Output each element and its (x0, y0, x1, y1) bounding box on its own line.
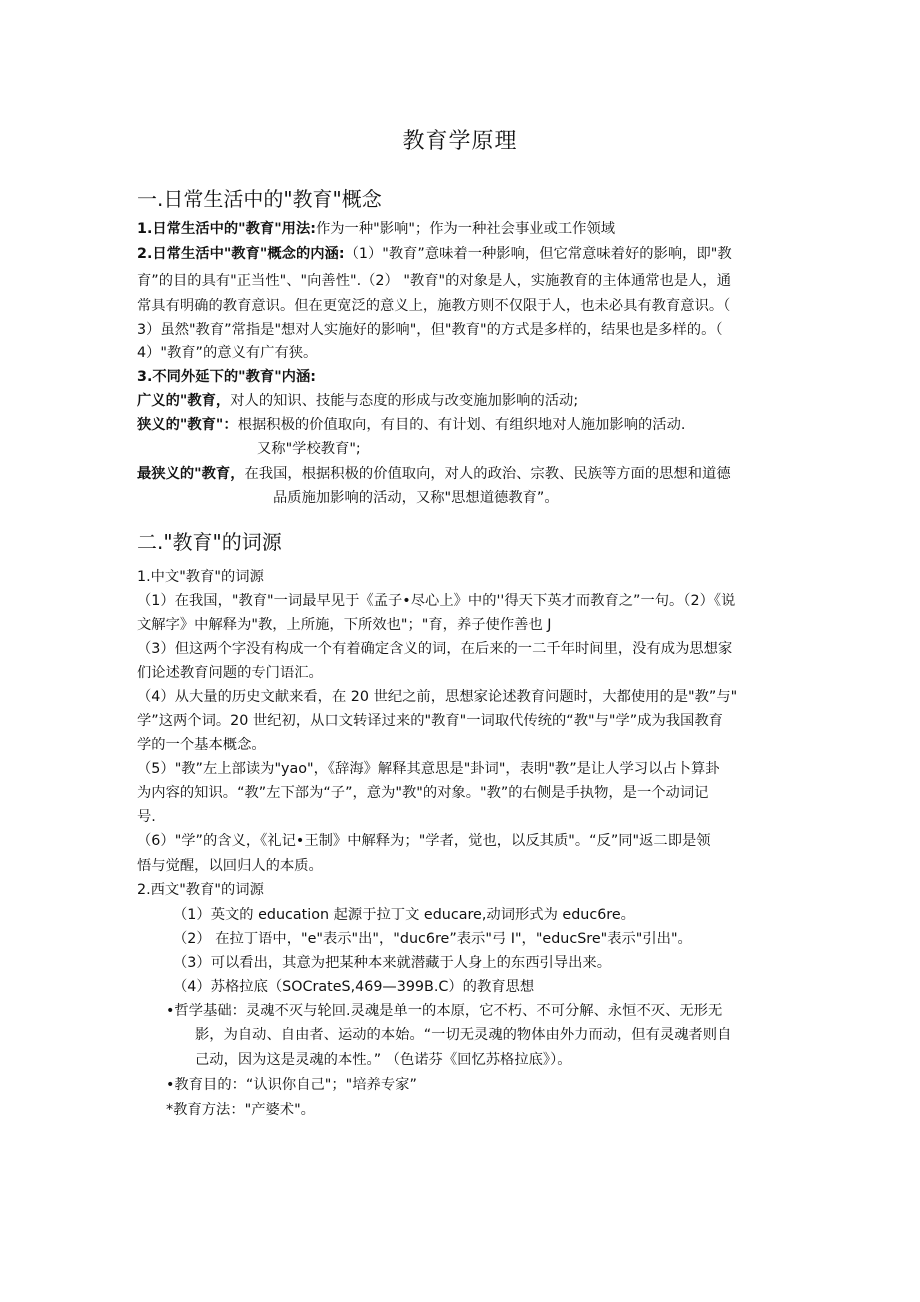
chinese-item-4-line-1: （4）从大量的历史文献来看，在 20 世纪之前，思想家论述教育问题时，大都使用的是"教”与" (137, 689, 738, 705)
narrowest-definition (137, 463, 731, 485)
chinese-item-3-line-2: 们论述教育问题的专门语汇。 (137, 665, 323, 681)
bullet-philosophy-line-2: 影，为自动、自由者、运动的本始。“一切无灵魂的物体由外力而动，但有灵魂者则自 (195, 1027, 732, 1043)
chinese-item-6-line-2: 悟与觉醒，以回归人的本质。 (137, 858, 323, 874)
chinese-etymology-label: 1.中文"教育"的词源 (137, 569, 264, 585)
chinese-item-4-line-3: 学的一个基本概念。 (137, 737, 266, 753)
section-2-heading: 二."教育"的词源 (137, 530, 282, 554)
paragraph-2-line-2: 育”的目的具有"正当性"、"向善性".（2） "教育"的对象是人，实施教育的主体通常也是人，通 (137, 273, 732, 289)
chinese-item-5-line-2: 为内容的知识。“教”左下部为“子”，意为"教"的对象。"教”的右侧是手执物，是一个动词记 (137, 785, 709, 801)
chinese-item-5-line-1: （5）"教”左上部读为"yao"，《辞海》解释其意思是"卦词"，表明"教”是让人学习以占卜算卦 (137, 761, 720, 777)
broad-label: 广义的"教育， (137, 393, 231, 409)
chinese-item-6-line-1: （6）"学”的含义，《礼记•王制》中解释为；"学者，觉也，以反其质"。“反”同"返二即是领 (137, 833, 711, 849)
paragraph-1-text: 作为一种"影响"；作为一种社会事业或工作领域 (315, 221, 616, 237)
paragraph-2-line-1 (137, 243, 732, 265)
narrowest-text-1: 在我国，根据积极的价值取向，对人的政治、宗教、民族等方面的思想和道德 (244, 466, 731, 482)
paragraph-2-label: 2.日常生活中"教育"概念的内涵: (137, 246, 345, 262)
paragraph-2-line-5: 4）"教育”的意义有广有狭。 (137, 345, 318, 361)
western-item-2: （2） 在拉丁语中，"e"表示"出"，"duc6re”表示"弓 I"，"educSre"表示"引出"。 (173, 931, 692, 947)
western-item-1: （1）英文的 education 起源于拉丁文 educare,动词形式为 educ6re。 (173, 907, 635, 923)
chinese-item-1-line-2: 文解字》中解释为"教，上所施，下所效也"；"育，养子使作善也 J (137, 617, 552, 633)
section-1-heading: 一.日常生活中的"教育"概念 (137, 187, 382, 211)
narrow-text: 根据积极的价值取向，有目的、有计划、有组织地对人施加影响的活动. (237, 417, 686, 433)
western-item-4: （4）苏格拉底（SOCrateS,469—399B.C）的教育思想 (173, 979, 535, 995)
paragraph-2-line-4: 3）虽然"教育”常指是"想对人实施好的影响"，但"教育"的方式是多样的，结果也是多样的。（ (137, 322, 723, 338)
chinese-item-4-line-2: 学”这两个词。20 世纪初，从口文转译过来的"教育"一词取代传统的“教"与"学”成为我国教育 (137, 713, 723, 729)
narrowest-text-2: 品质施加影响的活动，又称"思想道德教育”。 (273, 490, 559, 506)
chinese-item-3-line-1: （3）但这两个字没有构成一个有着确定含义的词，在后来的一二千年时间里，没有成为思想家 (137, 641, 733, 657)
western-etymology-label: 2.西文"教育"的词源 (137, 882, 264, 898)
paragraph-2-text-1: （1）"教育”意味着一种影响，但它常意味着好的影响，即"教 (344, 246, 732, 262)
document-title: 教育学原理 (402, 129, 518, 154)
narrow-definition (137, 414, 685, 436)
broad-definition (137, 390, 578, 412)
chinese-item-1-line-1: （1）在我国，"教育"一词最早见于《孟子•尽心上》中的''得天下英才而教育之”一句。（2）《说 (137, 593, 736, 609)
bullet-philosophy-line-1: •哲学基础：灵魂不灭与轮回.灵魂是单一的本原，它不朽、不可分解、永恒不灭、无形无 (166, 1003, 723, 1019)
chinese-item-5-line-3: 号. (137, 809, 156, 825)
paragraph-2-line-3: 常具有明确的教育意识。但在更宽泛的意义上，施教方则不仅限于人，也未必具有教育意识。（ (137, 298, 731, 314)
paragraph-3-label: 3.不同外延下的"教育"内涵: (137, 369, 316, 385)
paragraph-1-label: 1.日常生活中的"教育"用法: (137, 221, 316, 237)
broad-text: 对人的知识、技能与态度的形成与改变施加影响的活动; (230, 393, 579, 409)
narrow-aka: 又称"学校教育"; (257, 441, 361, 457)
narrowest-label: 最狭义的"教育， (137, 466, 245, 482)
paragraph-1 (137, 218, 615, 240)
bullet-education-method: *教育方法："产婆术"。 (166, 1102, 315, 1118)
bullet-philosophy-line-3: 己动，因为这是灵魂的本性。” （色诺芬《回忆苏格拉底》）。 (195, 1052, 572, 1068)
western-item-3: （3）可以看出，其意为把某种本来就潜藏于人身上的东西引导出来。 (173, 955, 611, 971)
narrow-label: 狭义的"教育"： (137, 417, 238, 433)
bullet-education-goal: •教育目的：“认识你自己"；"培养专家” (166, 1077, 417, 1093)
